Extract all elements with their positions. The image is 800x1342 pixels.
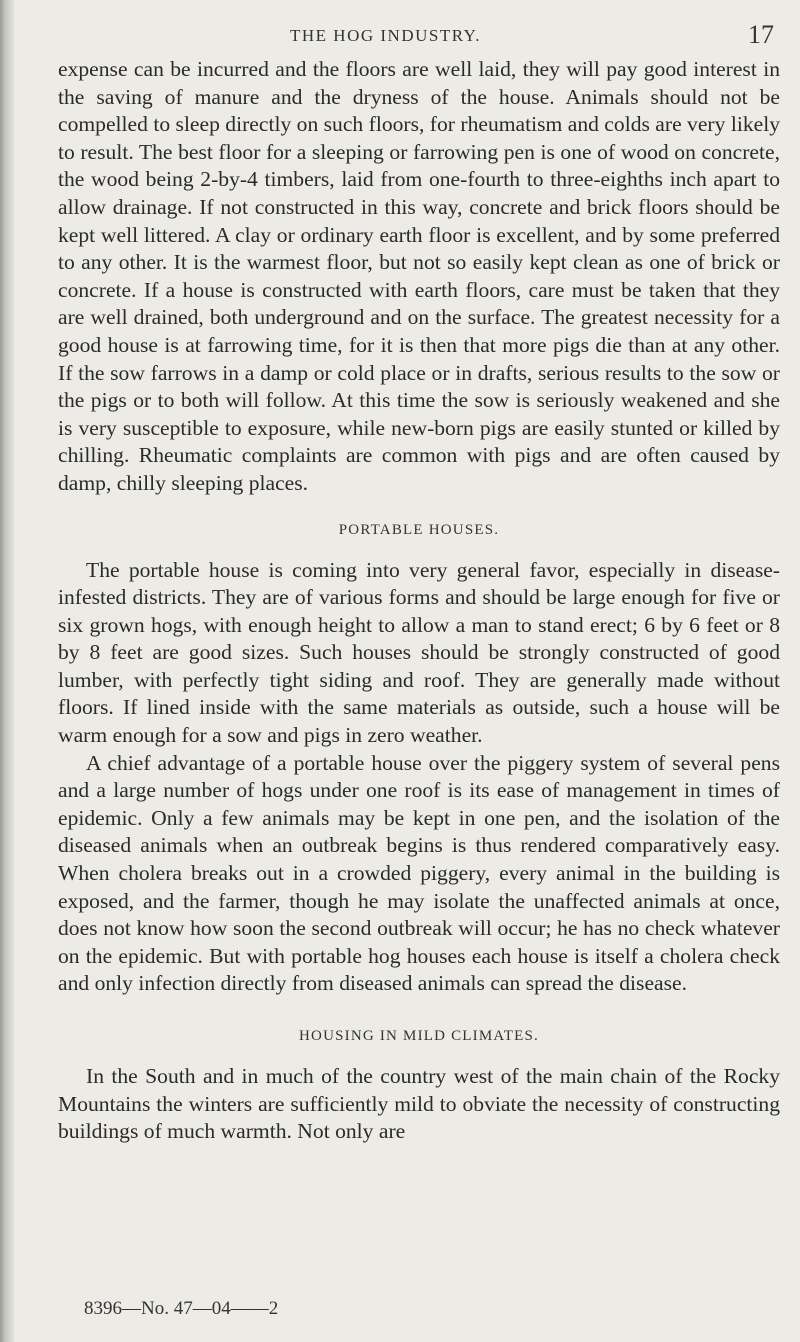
page-number: 17 [748,20,774,49]
portable-paragraph-1: The portable house is coming into very general favor, especially in disease-infested districts. They are of various forms and should be large enough for five or six grown hogs, with enough height to allow a man to stand erect; 6 by 6 feet or 8 by 8 feet are good sizes. Such houses should be strongly constructed of good lumber, with perfectly tight siding and roof. They are generally made without floors. If lined inside with the same materials as outside, such a house will be warm enough for a sow and pigs in zero weather. [58,557,780,748]
mild-climates-paragraph: In the South and in much of the country west of the main chain of the Rocky Mountains the winters are sufficiently mild to obviate the necessity of constructing buildings of much warmth. Not only are [58,1064,780,1144]
portable-houses-heading: PORTABLE HOUSES. [338,521,500,538]
printer-signature: 8396—No. 47—04——2 [84,1298,279,1319]
running-header [0,20,800,50]
running-title: THE HOG INDUSTRY. [290,26,481,45]
body-text [58,56,780,1146]
page-binding-edge [0,0,14,1342]
intro-paragraph: expense can be incurred and the floors are well laid, they will pay good interest in the saving of manure and the dryness of the house. Animals should not be compelled to sleep directly on such floors, for rheumatism and colds are very likely to result. The best floor for a sleeping or farrowing pen is one of wood on concrete, the wood being 2-by-4 timbers, laid from one-fourth to three-eighths inch apart to allow drainage. If not constructed in this way, concrete and brick floors should be kept well littered. A clay or ordinary earth floor is excellent, and by some preferred to any other. It is the warmest floor, but not so easily kept clean as one of brick or concrete. If a house is constructed with earth floors, care must be taken that they are well drained, both underground and on the surface. The greatest necessity for a good house is at farrowing time, for it is then that more pigs die than at any other. If the sow farrows in a damp or cold place or in drafts, serious results to the sow or the pigs or to both will follow. At this time the sow is seriously weakened and she is very susceptible to exposure, while new-born pigs are easily stunted or killed by chilling. Rheumatic complaints are common with pigs and are often caused by damp, chilly sleeping places. [58,57,780,495]
portable-paragraph-2: A chief advantage of a portable house over the piggery system of several pens and a large number of hogs under one roof is its ease of management in times of epidemic. Only a few animals may be kept in one pen, and the isolation of the diseased animals when an outbreak begins is thus rendered comparatively easy. When cholera breaks out in a crowded piggery, every animal in the building is exposed, and the farmer, though he may isolate the unaffected animals at once, does not know how soon the second outbreak will occur; he has no check whatever on the epidemic. But with portable hog houses each house is itself a cholera check and only infection directly from diseased animals can spread the disease. [58,750,780,996]
mild-climates-heading: HOUSING IN MILD CLIMATES. [299,1028,539,1044]
